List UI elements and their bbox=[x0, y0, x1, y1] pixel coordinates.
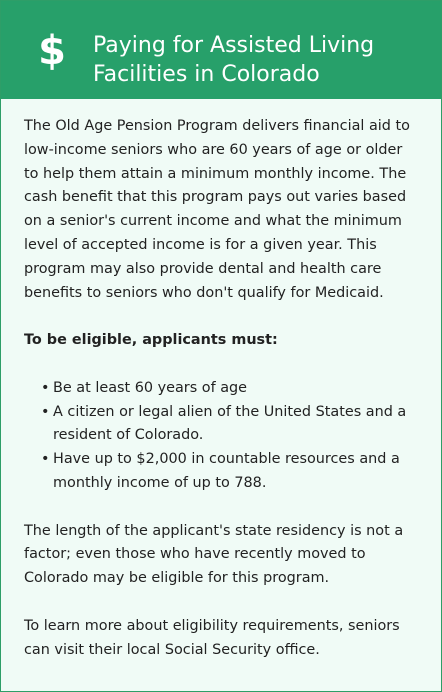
requirement-text: Be at least 60 years of age bbox=[53, 379, 248, 396]
residency-paragraph: The length of the applicant's state residency is not a factor; even those who have recently moved to Colorado may be eligible for this program. bbox=[24, 522, 404, 587]
card-title: Paying for Assisted Living Facilities in Colorado bbox=[93, 33, 375, 87]
requirements-list bbox=[24, 377, 421, 496]
bullet-icon: • bbox=[41, 379, 50, 396]
card-header bbox=[1, 1, 441, 99]
closing-paragraph: To learn more about eligibility requirements, seniors can visit their local Social Security office. bbox=[24, 617, 400, 658]
card-body bbox=[1, 99, 441, 662]
eligibility-heading: To be eligible, applicants must: bbox=[24, 332, 278, 349]
list-item bbox=[24, 448, 421, 496]
intro-paragraph: The Old Age Pension Program delivers financial aid to low-income seniors who are 60 years of age or older to help them attain a minimum monthly income. The cash benefit that this program pays out varies based on a senior's current income and what the minimum level of accepted income is for a given year. This program may also provide dental and health care benefits to seniors who don't qualify for Medicaid. bbox=[24, 118, 410, 301]
bullet-icon: • bbox=[41, 403, 50, 420]
requirement-text: A citizen or legal alien of the United States and a resident of Colorado. bbox=[53, 403, 407, 444]
requirement-text: Have up to $2,000 in countable resources and a monthly income of up to 788. bbox=[53, 451, 400, 491]
list-item bbox=[24, 377, 421, 401]
dollar-sign-icon: $ bbox=[38, 28, 66, 74]
bullet-icon: • bbox=[41, 451, 50, 468]
list-item bbox=[24, 401, 421, 449]
